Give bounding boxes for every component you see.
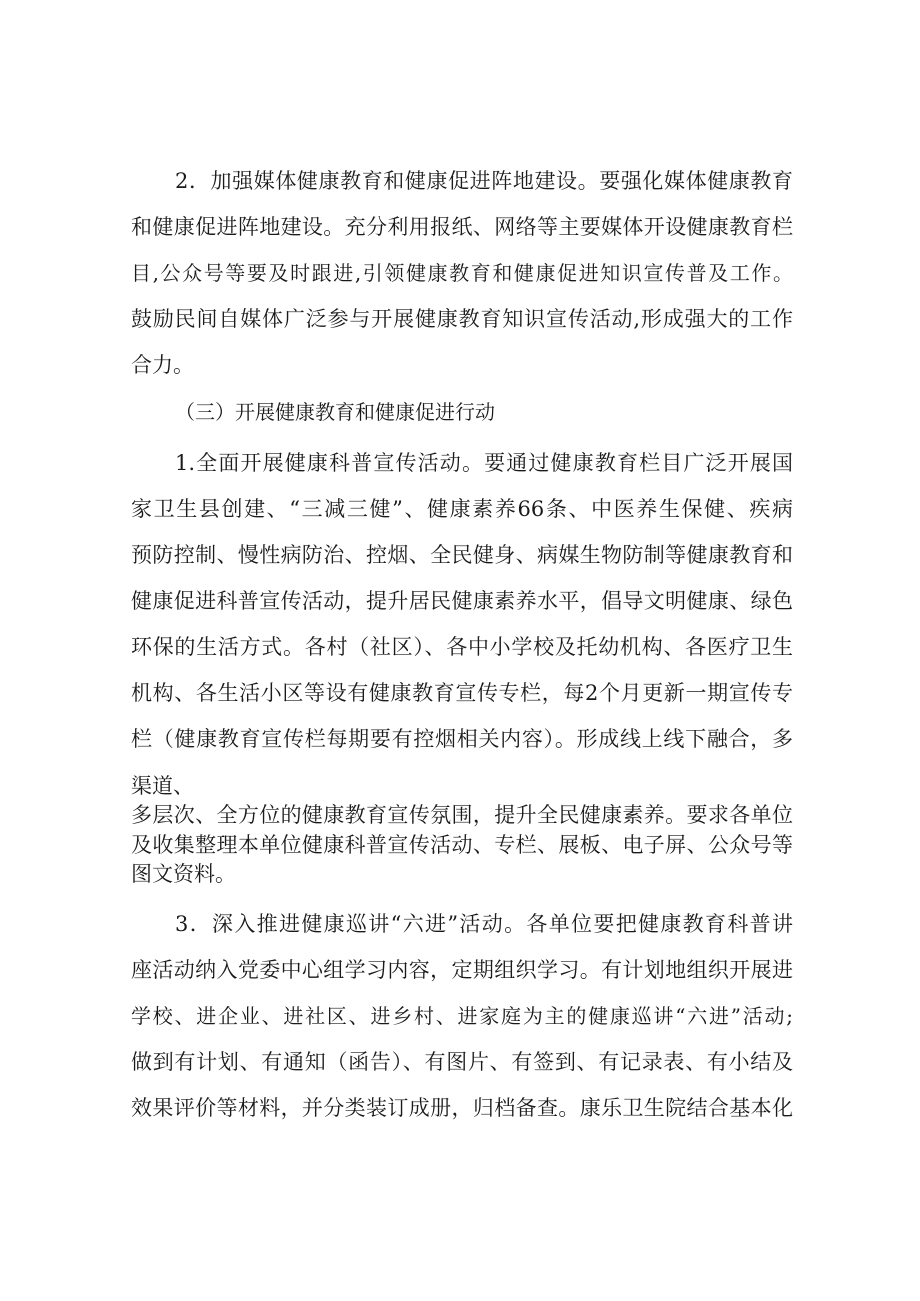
paragraph-1-line-1: 1.全面开展健康科普宣传活动。要通过健康教育栏目广泛开展国 (175, 451, 793, 475)
paragraph-1-line-10: 及收集整理本单位健康科普宣传活动、专栏、展板、电子屏、公众号等 (131, 833, 793, 857)
paragraph-2-line-1: 2．加强媒体健康教育和健康促进阵地建设。要强化媒体健康教育 (175, 169, 793, 193)
section-heading-3: （三）开展健康教育和健康促进行动 (175, 400, 495, 424)
paragraph-3-line-5: 效果评价等材料，并分类装订成册，归档备查。康乐卫生院结合基本化 (131, 1096, 793, 1120)
paragraph-1-line-4: 健康促进科普宣传活动，提升居民健康素养水平，倡导文明健康、绿色 (131, 589, 793, 613)
paragraph-1-line-2: 家卫生县创建、“三减三健”、健康素养66条、中医养生保健、疾病 (131, 497, 793, 521)
paragraph-1-line-5: 环保的生活方式。各村（社区）、各中小学校及托幼机构、各医疗卫生 (131, 635, 793, 659)
paragraph-2-line-5: 合力。 (131, 353, 194, 377)
paragraph-1-line-7: 栏（健康教育宣传栏每期要有控烟相关内容）。形成线上线下融合，多 (131, 727, 793, 751)
paragraph-1-line-9: 多层次、全方位的健康教育宣传氛围，提升全民健康素养。要求各单位 (131, 803, 793, 827)
paragraph-2-line-2: 和健康促进阵地建设。充分利用报纸、网络等主要媒体开设健康教育栏 (131, 215, 793, 239)
paragraph-1-line-11: 图文资料。 (131, 862, 236, 886)
paragraph-2-line-3: 目,公众号等要及时跟进,引领健康教育和健康促进知识宣传普及工作。 (131, 261, 793, 285)
paragraph-3-line-3: 学校、进企业、进社区、进乡村、进家庭为主的健康巡讲“六进”活动; (131, 1004, 793, 1028)
paragraph-3-line-1: 3．深入推进健康巡讲“六进”活动。各单位要把健康教育科普讲 (175, 912, 793, 936)
paragraph-1-line-3: 预防控制、慢性病防治、控烟、全民健身、病媒生物防制等健康教育和 (131, 543, 793, 567)
paragraph-2-line-4: 鼓励民间自媒体广泛参与开展健康教育知识宣传活动,形成强大的工作 (131, 307, 793, 331)
paragraph-3-line-4: 做到有计划、有通知（函告）、有图片、有签到、有记录表、有小结及 (131, 1050, 793, 1074)
paragraph-3-line-2: 座活动纳入党委中心组学习内容，定期组织学习。有计划地组织开展进 (131, 958, 793, 982)
paragraph-1-line-6: 机构、各生活小区等设有健康教育宣传专栏，每2个月更新一期宣传专 (131, 681, 793, 705)
paragraph-1-line-8: 渠道、 (131, 774, 194, 798)
